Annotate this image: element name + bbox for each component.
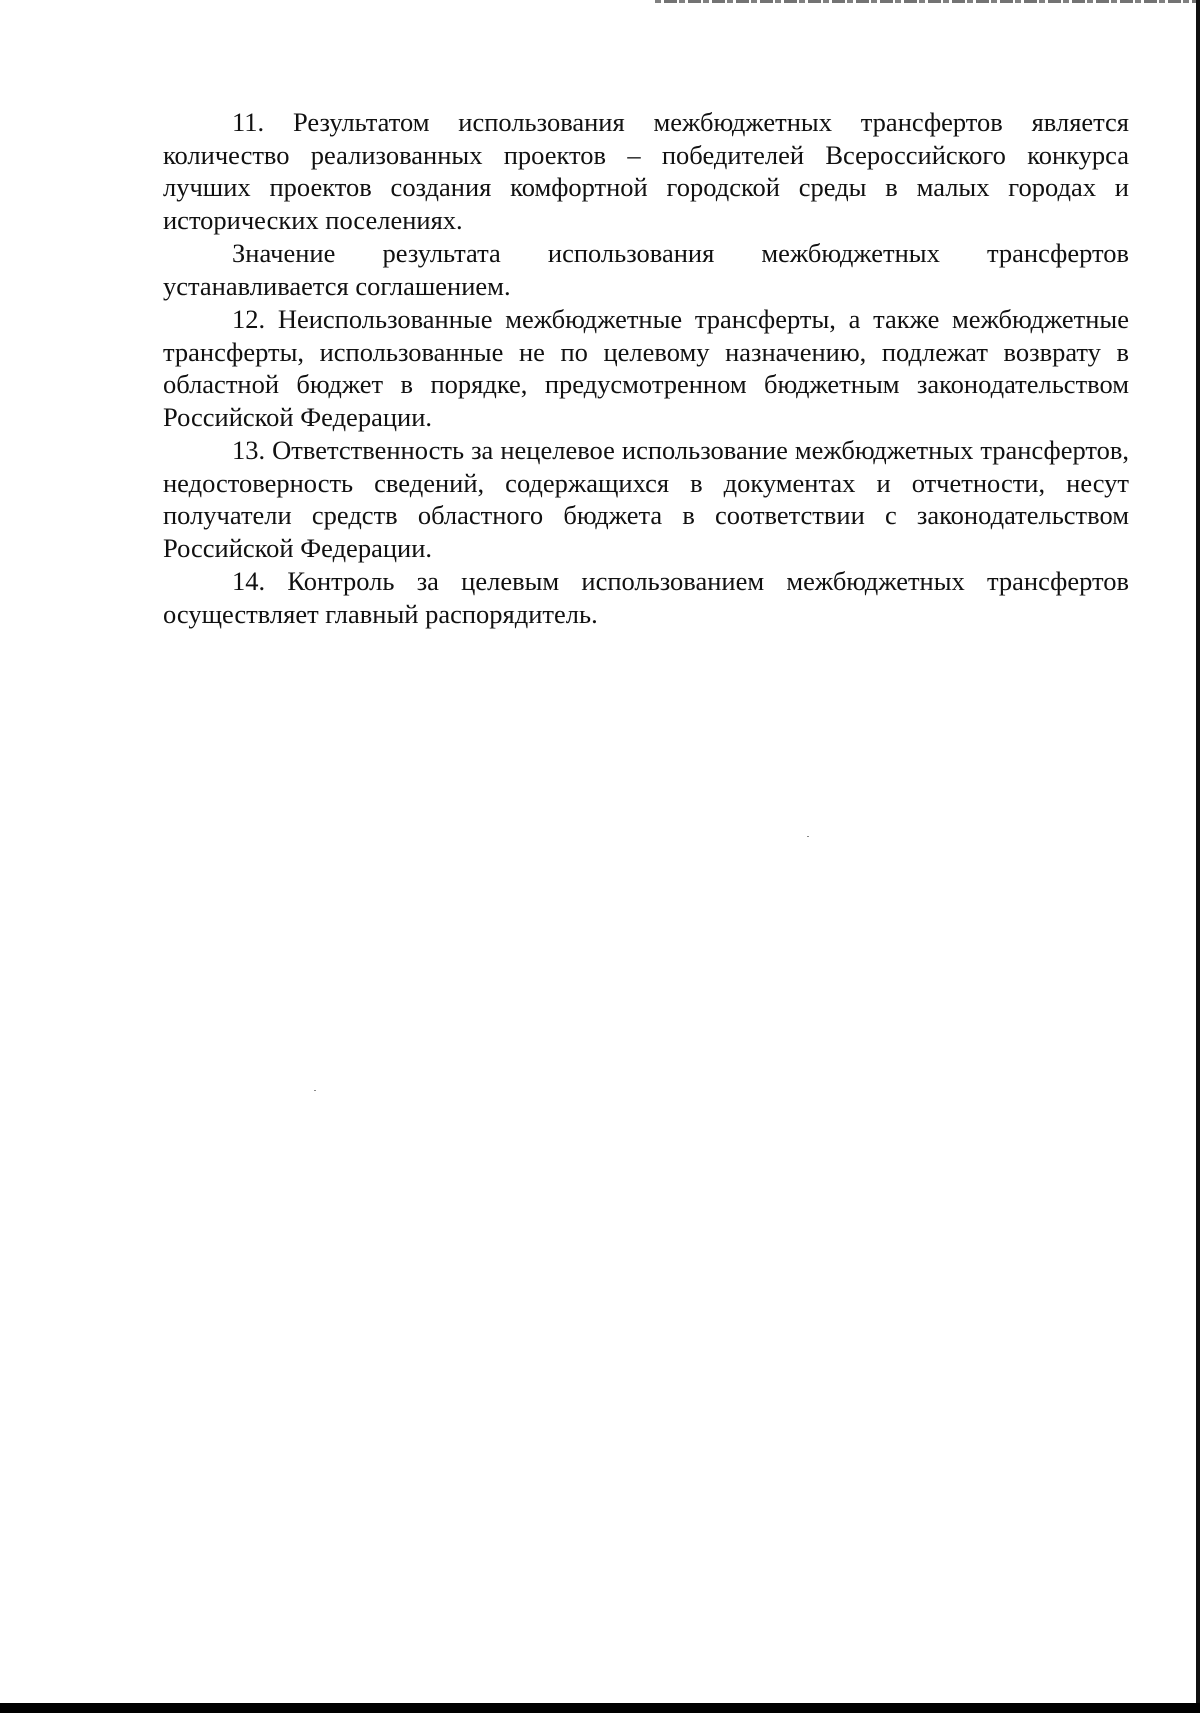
scan-edge-top bbox=[655, 0, 1200, 3]
paragraph-11: 11. Результатом использования межбюджетных трансфертов является количество реализованных проектов – победителей Всероссийского конкурса лучших проектов создания комфортной городской среды в малых городах и исторических поселениях. bbox=[163, 107, 1129, 235]
paragraph-12: 12. Неиспользованные межбюджетные трансферты, а также межбюджетные трансферты, использованные не по целевому назначению, подлежат возврату в областной бюджет в порядке, предусмотренном бюджетным законодательством Российской Федерации. bbox=[163, 304, 1129, 432]
scan-speck bbox=[314, 1090, 316, 1091]
paragraph-14: 14. Контроль за целевым использованием межбюджетных трансфертов осуществляет главный распорядитель. bbox=[163, 566, 1129, 629]
paragraph-result-value: Значение результата использования межбюджетных трансфертов устанавливается соглашением. bbox=[163, 238, 1129, 301]
scan-speck bbox=[807, 836, 809, 837]
document-body bbox=[163, 106, 1129, 630]
scan-edge-right bbox=[1196, 0, 1200, 1713]
paragraph-13: 13. Ответственность за нецелевое использование межбюджетных трансфертов, недостоверность сведений, содержащихся в документах и отчетности, несут получатели средств областного бюджета в соответствии с законодательством Российской Федерации. bbox=[163, 435, 1129, 563]
scan-edge-bottom bbox=[0, 1703, 1200, 1713]
